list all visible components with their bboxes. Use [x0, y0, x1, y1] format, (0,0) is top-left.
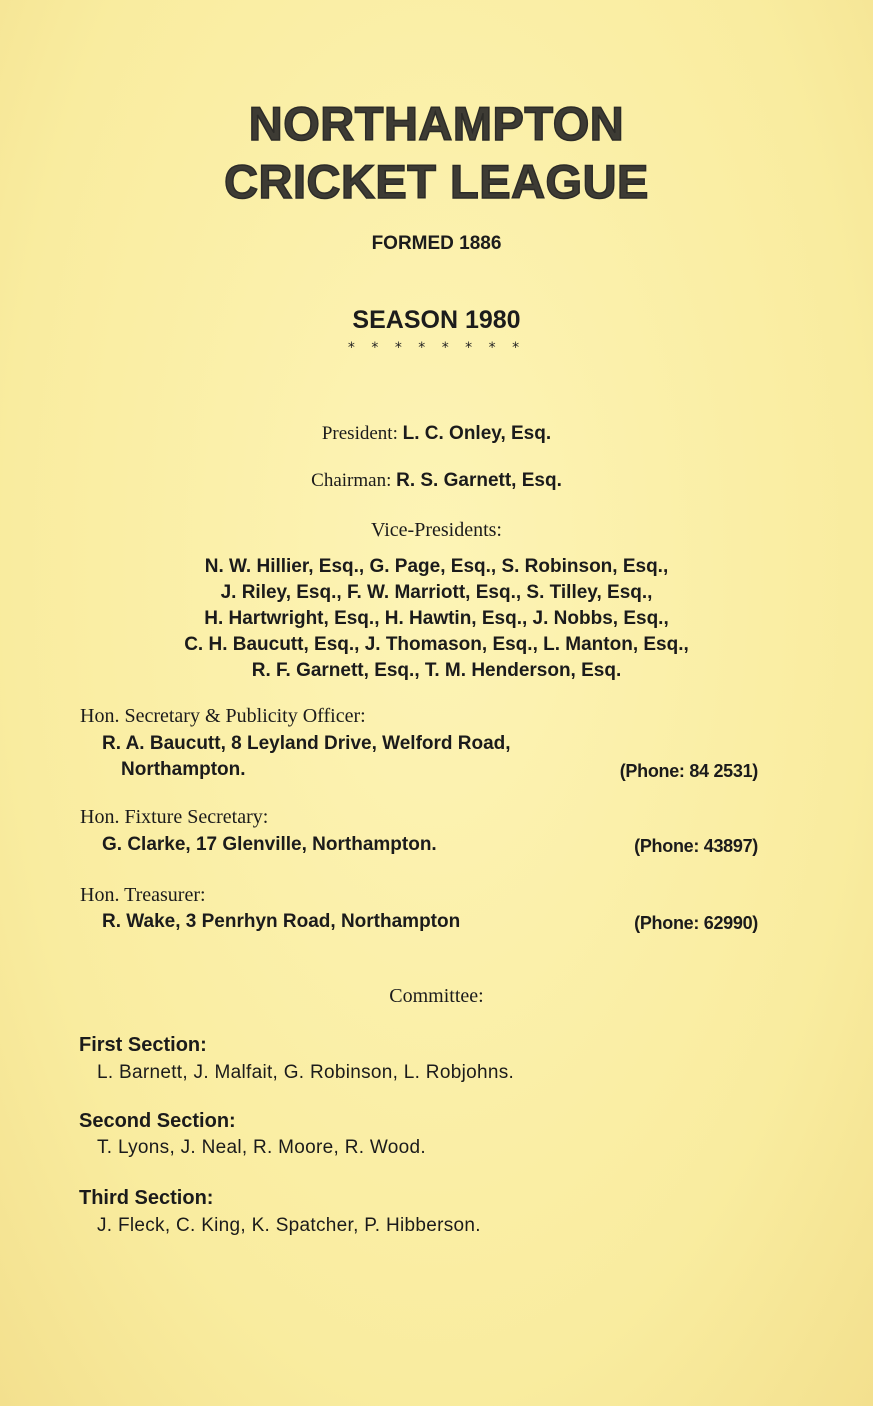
secretary-address-line-2: Northampton. — [121, 759, 246, 780]
vice-president-line: J. Riley, Esq., F. W. Marriott, Esq., S. Tilley, Esq., — [220, 582, 653, 603]
president-name: L. C. Onley, Esq. — [402, 423, 552, 444]
chairman-line — [0, 470, 873, 492]
secretary-phone: (Phone: 84 2531) — [619, 761, 758, 781]
season-title: SEASON 1980 — [352, 306, 521, 334]
vice-president-line: C. H. Baucutt, Esq., J. Thomason, Esq., L. Manton, Esq., — [184, 634, 689, 655]
first-section-members: L. Barnett, J. Malfait, G. Robinson, L. Robjohns. — [97, 1062, 515, 1083]
fixture-secretary-phone: (Phone: 43897) — [634, 836, 758, 856]
secretary-address-line-1: R. A. Baucutt, 8 Leyland Drive, Welford Road, — [102, 733, 511, 754]
president-line — [0, 423, 873, 445]
president-label: President: — [321, 423, 398, 444]
title-line-2: CRICKET LEAGUE — [224, 155, 649, 208]
treasurer-address: R. Wake, 3 Penrhyn Road, Northampton — [102, 911, 461, 932]
title-line-1: NORTHAMPTON — [248, 97, 625, 150]
committee-title: Committee: — [389, 985, 484, 1007]
treasurer-label: Hon. Treasurer: — [80, 884, 206, 906]
vice-president-line: R. F. Garnett, Esq., T. M. Henderson, Esq. — [251, 660, 622, 681]
star-divider: * * * * * * * * — [347, 340, 526, 356]
chairman-label: Chairman: — [311, 470, 392, 491]
treasurer-phone: (Phone: 62990) — [634, 913, 758, 933]
secretary-label: Hon. Secretary & Publicity Officer: — [80, 705, 366, 727]
vice-presidents-label: Vice-Presidents: — [371, 519, 502, 541]
second-section-heading: Second Section: — [79, 1110, 236, 1132]
fixture-secretary-address: G. Clarke, 17 Glenville, Northampton. — [102, 834, 437, 855]
fixture-secretary-label: Hon. Fixture Secretary: — [80, 806, 269, 828]
vice-president-line: N. W. Hillier, Esq., G. Page, Esq., S. Robinson, Esq., — [204, 556, 669, 577]
chairman-name: R. S. Garnett, Esq. — [396, 470, 562, 491]
third-section-members: J. Fleck, C. King, K. Spatcher, P. Hibberson. — [97, 1215, 481, 1236]
vice-presidents-list — [0, 554, 873, 684]
formed-year: FORMED 1886 — [371, 233, 502, 254]
first-section-heading: First Section: — [79, 1034, 207, 1056]
vice-president-line: H. Hartwright, Esq., H. Hawtin, Esq., J. Nobbs, Esq., — [204, 608, 669, 629]
second-section-members: T. Lyons, J. Neal, R. Moore, R. Wood. — [97, 1137, 426, 1158]
third-section-heading: Third Section: — [79, 1187, 214, 1209]
